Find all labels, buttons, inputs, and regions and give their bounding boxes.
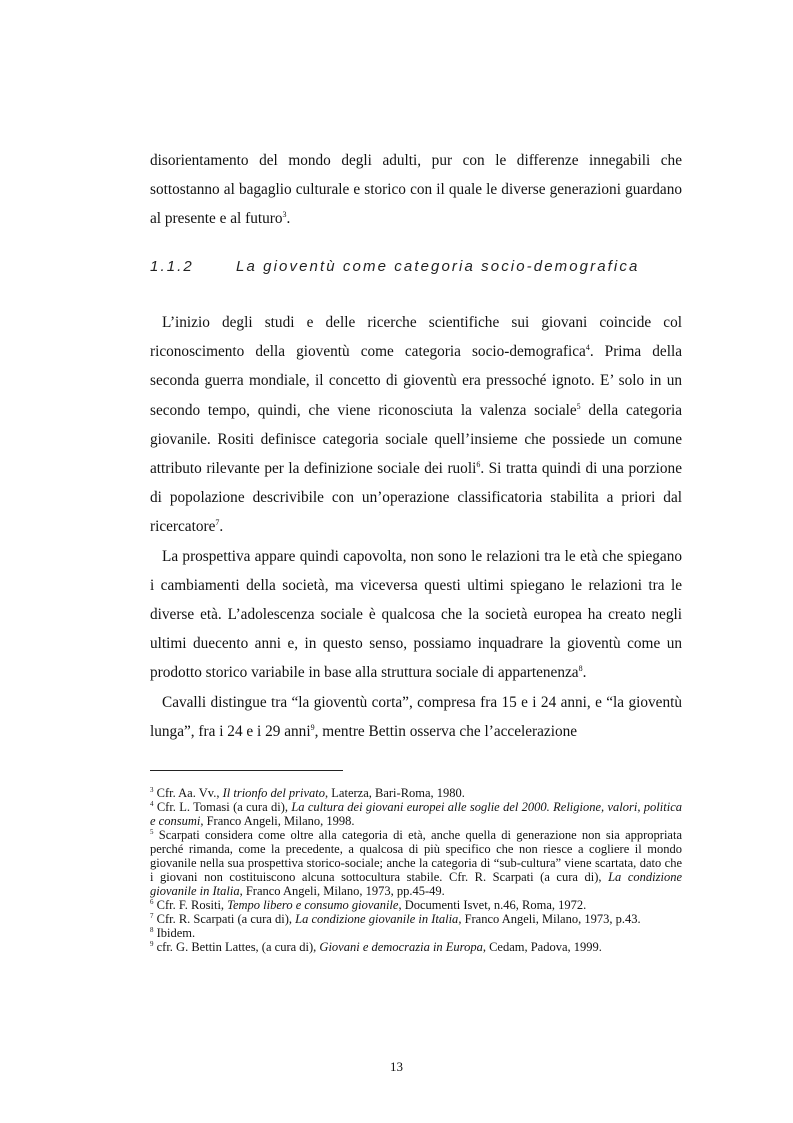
paragraph-text: Cavalli distingue tra “la gioventù corta”, compresa fra 15 e i 24 anni, e “la gioventù lunga”, fra i 24 e i 29 anni [150,693,682,740]
paragraph-prospettiva [150,542,682,688]
body-paragraphs [150,308,682,746]
paragraph-main [150,308,682,542]
footnote-text: , Franco Angeli, Milano, 1998. [200,814,355,828]
footnote-7 [150,912,682,926]
footnote-ref: 8 [578,664,583,674]
footnote-text: Cfr. F. Rositi, [153,898,228,912]
paragraph-text: L’inizio degli studi e delle ricerche scientifiche sui giovani coincide col riconoscimento della gioventù come categoria socio-demografica [150,314,682,361]
footnote-number: 9 [150,939,154,948]
footnote-ref: 4 [585,343,590,353]
footnote-text: , Franco Angeli, Milano, 1973, pp.45-49. [239,884,445,898]
paragraph-end: . [286,210,291,228]
footnote-ref: 7 [215,518,220,528]
footnote-4 [150,800,682,828]
footnote-separator [150,770,343,771]
footnote-text: , Laterza, Bari-Roma, 1980. [325,786,465,800]
footnotes [150,786,682,954]
page-number: 13 [390,1059,403,1074]
footnote-text: Cfr. L. Tomasi (a cura di), [153,800,292,814]
paragraph-cavalli [150,688,682,746]
footnote-8 [150,926,682,940]
footnote-text: , Franco Angeli, Milano, 1973, p.43. [458,912,641,926]
footnote-text: cfr. G. Bettin Lattes, (a cura di), [153,940,320,954]
section-number: 1.1.2 [150,258,194,275]
footnote-number: 6 [150,897,154,906]
paragraph-end: , mentre Bettin osserva che l’accelerazione [314,722,578,740]
paragraph-end: . [582,664,587,682]
paragraph-text: La prospettiva appare quindi capovolta, non sono le relazioni tra le età che spiegano i cambiamenti della società, ma viceversa questi ultimi spiegano le relazioni tra le diverse età. L’adolescenza sociale è qualcosa che la società europea ha creato negli ultimi duecento anni e, in questo senso, possiamo inquadrare la gioventù come un prodotto storico variabile in base alla struttura sociale di appartenenza [150,547,682,682]
footnote-text: Cfr. R. Scarpati (a cura di), [153,912,296,926]
paragraph-text: . Prima della seconda guerra mondiale, il concetto di gioventù era pressoché ignoto. E’ solo in un secondo tempo, quindi, che viene riconosciuta la valenza sociale [150,343,682,419]
footnote-title: La condizione giovanile in Italia [150,870,682,898]
section-heading [150,258,690,275]
footnote-number: 4 [150,799,154,808]
footnote-title: La cultura dei giovani europei alle soglie del 2000. Religione, valori, politica e consumi [150,800,682,828]
footnote-title: Il trionfo del privato [222,786,326,800]
footnote-title: La condizione giovanile in Italia [295,912,459,926]
footnote-5 [150,828,682,898]
footnote-text: , Documenti Isvet, n.46, Roma, 1972. [398,898,587,912]
footnote-number: 7 [150,911,154,920]
footnote-9 [150,940,682,954]
footnote-number: 5 [150,827,154,836]
footnote-ref: 5 [576,401,581,411]
footnote-3 [150,786,682,800]
paragraph-intro [150,146,682,234]
paragraph-text: . Si tratta quindi di una porzione di popolazione descrivibile con un’operazione classificatoria stabilita a priori dal ricercatore [150,460,682,536]
footnote-text: Scarpati considera come oltre alla categoria di età, anche quella di generazione non sia appropriata perché rimanda, come la precedente, a qualcosa di più specifico che non riesce a cogliere il mondo giovanile nella sua prospettiva storico-sociale; anche la categoria di “sub-cultura” viene scartata, dato che i giovani non costituiscono alcuna sottocultura stabile. Cfr. R. Scarpati (a cura di), [150,828,682,884]
footnote-ref: 3 [282,210,287,220]
footnote-text: , Cedam, Padova, 1999. [482,940,602,954]
paragraph-text: della categoria giovanile. Rositi definisce categoria sociale quell’insieme che possiede un comune attributo rilevante per la definizione sociale dei ruoli [150,401,682,478]
footnote-text: Ibidem. [153,926,196,940]
paragraph-text: . [219,518,224,536]
footnote-6 [150,898,682,912]
footnote-number: 3 [150,785,154,794]
section-title: La gioventù come categoria socio-demografica [236,258,640,275]
footnote-text: Cfr. Aa. Vv., [153,786,223,800]
footnote-ref: 9 [310,722,315,732]
footnote-title: Giovani e democrazia in Europa [319,940,483,954]
footnote-number: 8 [150,925,154,934]
footnote-title: Tempo libero e consumo giovanile [227,898,399,912]
paragraph-text: disorientamento del mondo degli adulti, pur con le differenze innegabili che sottostanno al bagaglio culturale e storico con il quale le diverse generazioni guardano al presente e al futuro [150,152,682,228]
footnote-ref: 6 [476,459,481,469]
